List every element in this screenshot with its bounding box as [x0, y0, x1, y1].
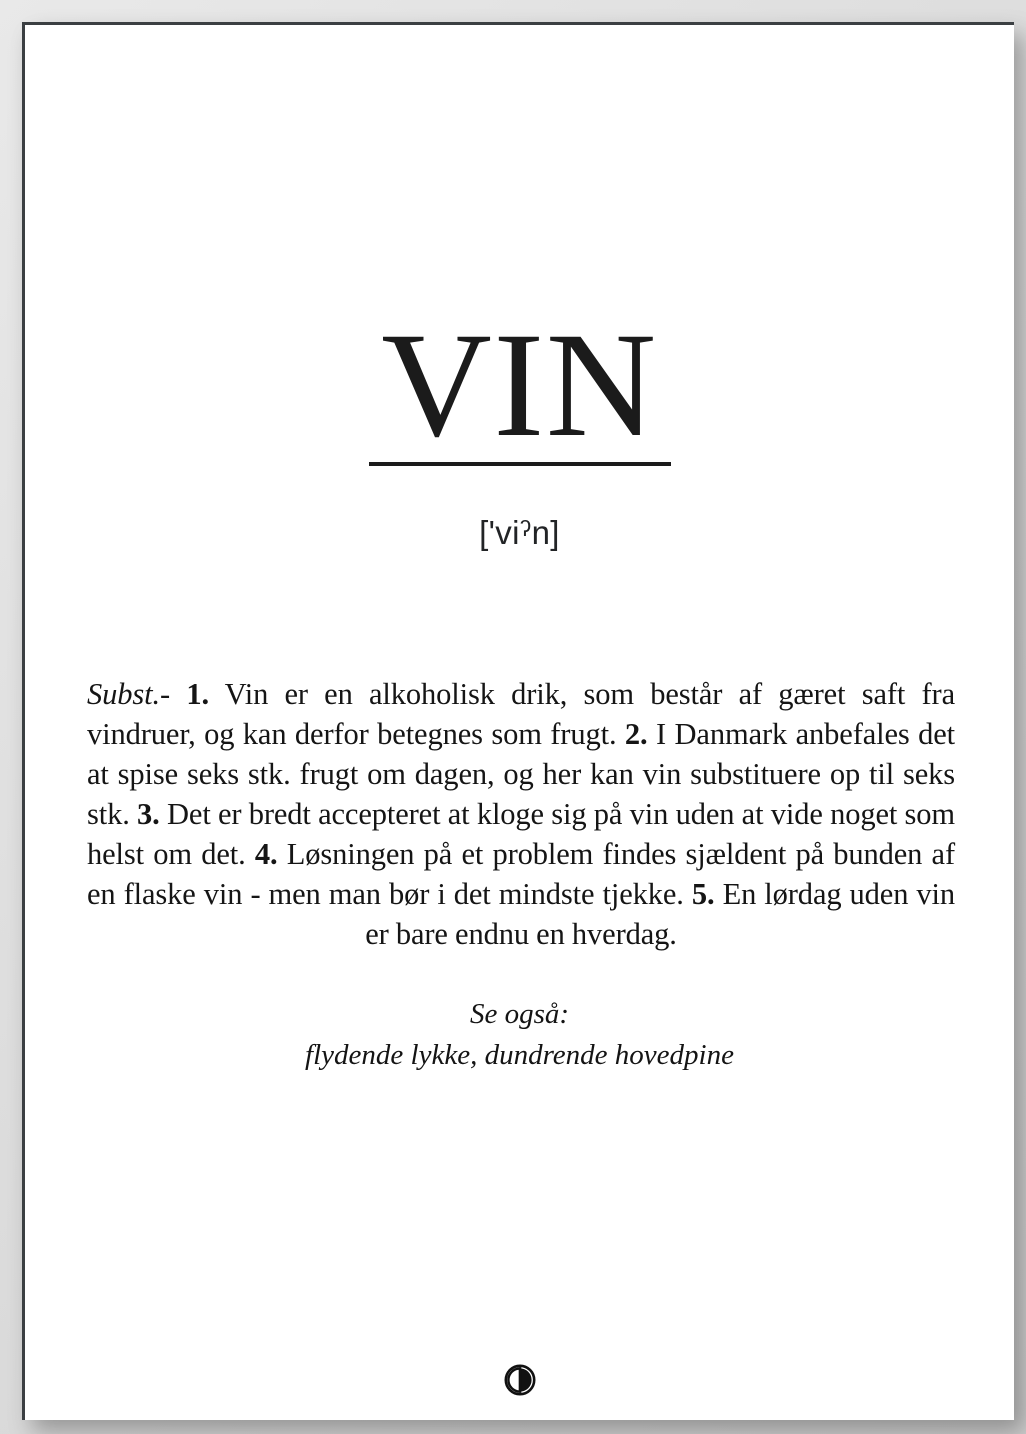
sense-text-5: En lørdag uden vin er bare endnu en hverdag.	[365, 876, 956, 951]
definition-separator: -	[160, 676, 171, 711]
sense-number-4: 4.	[254, 836, 278, 871]
sense-number-2: 2.	[624, 716, 648, 751]
see-also-label: Se også:	[469, 998, 570, 1030]
sense-number-5: 5.	[691, 876, 715, 911]
sense-text-1: Vin er en alkoholisk drik, som består af gæret saft fra vindruer, og kan derfor betegnes som frugt.	[87, 676, 955, 751]
page-title: VIN	[381, 302, 658, 468]
see-also-terms: flydende lykke, dundrende hovedpine	[305, 1039, 734, 1071]
part-of-speech: Subst.	[87, 676, 160, 711]
sense-number-3: 3.	[137, 796, 160, 831]
sense-text-3: Det er bredt accepteret at kloge sig på vin uden at vide noget som helst om det.	[87, 796, 955, 871]
phonetic-transcription: ['viˀn]	[479, 514, 560, 551]
sense-number-1: 1.	[186, 676, 209, 711]
sense-text-2: I Danmark anbefales det at spise seks stk. frugt om dagen, og her kan vin substituere op til seks stk.	[87, 716, 956, 831]
circle-split-logo-icon	[503, 1363, 537, 1397]
headword-block	[25, 302, 1014, 468]
see-also-block	[25, 997, 1014, 1073]
brandmark-block	[25, 1363, 1014, 1402]
sense-text-4: Løsningen på et problem findes sjældent på bunden af en flaske vin - men man bør i det mindste tjekke.	[87, 836, 955, 911]
poster-sheet	[22, 22, 1014, 1420]
definition-paragraph	[87, 674, 955, 954]
